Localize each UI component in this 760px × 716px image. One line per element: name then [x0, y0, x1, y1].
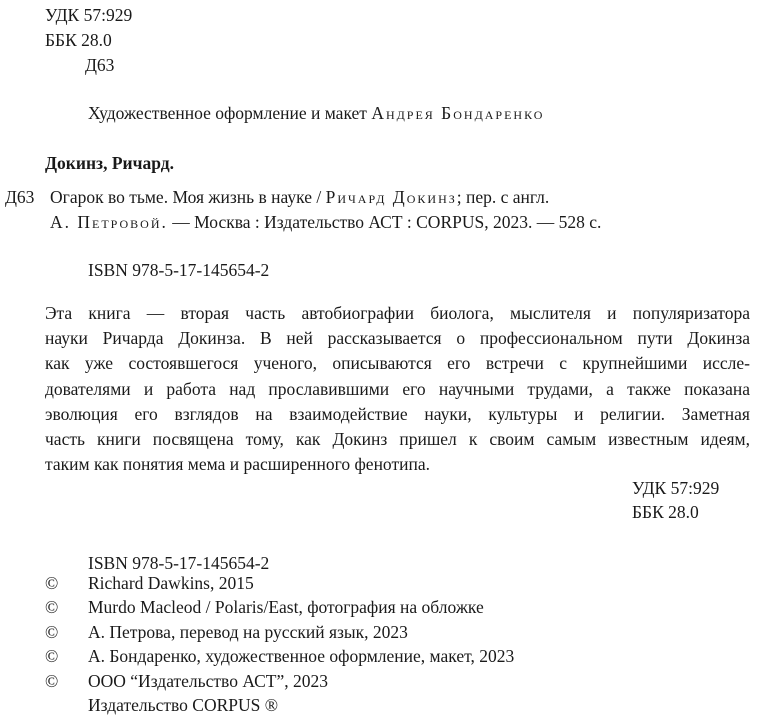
bib-imprint: — Москва : Издательство АСТ : CORPUS, 2023. — 528 с. [167, 212, 602, 232]
isbn-bottom: ISBN 978-5-17-145654-2 [88, 553, 270, 573]
bib-title-line [50, 186, 549, 208]
bbk-code: ББК 28.0 [45, 30, 112, 50]
annotation-line: дователями и работа над прославившими его научными трудами, а также показана [45, 379, 750, 399]
annotation-line: как уже состоявшегося ученого, описываются его встречи с крупнейшими иссле- [45, 353, 750, 373]
udk-code: УДК 57:929 [45, 5, 133, 25]
copyright-symbol: © [45, 622, 59, 642]
bib-author: Ричард Докинз [325, 187, 457, 207]
bib-translation: ; пер. с англ. [456, 187, 550, 207]
designer-name: Андрея Бондаренко [371, 103, 545, 123]
annotation-line: Эта книга — вторая часть автобиографии биолога, мыслителя и популяризатора [45, 303, 750, 323]
annotation-line: эволюция его взглядов на взаимодействие науки, культуры и религии. Заметная [45, 404, 750, 424]
annotation-line: таким как понятия мема и расширенного фенотипа. [45, 454, 430, 474]
copyright-symbol: © [45, 573, 59, 593]
copyright-item: Murdo Macleod / Polaris/East, фотография на обложке [88, 597, 484, 617]
design-credit-text: Художественное оформление и макет [88, 103, 372, 123]
annotation-line: часть книги посвящена тому, как Докинз пришел к своим самым известным идеям, [45, 429, 750, 449]
bib-mark: Д63 [5, 187, 35, 207]
copyright-item: Richard Dawkins, 2015 [88, 573, 254, 593]
copyright-item: ООО “Издательство АСТ”, 2023 [88, 671, 328, 691]
isbn: ISBN 978-5-17-145654-2 [88, 260, 270, 280]
bib-title: Огарок во тьме. Моя жизнь в науке / [50, 187, 326, 207]
annotation-line: науки Ричарда Докинза. В ней рассказывается о профессиональном пути Докинза [45, 328, 750, 348]
publisher-mark: Издательство CORPUS ® [88, 695, 279, 715]
bib-translator: А. Петровой. [50, 212, 168, 232]
bib-imprint-line [50, 211, 601, 233]
author-heading: Докинз, Ричард. [45, 153, 174, 173]
design-credit [88, 102, 544, 124]
author-mark: Д63 [85, 55, 115, 75]
bbk-code-bottom: ББК 28.0 [632, 502, 699, 522]
udk-code-bottom: УДК 57:929 [632, 478, 720, 498]
copyright-symbol: © [45, 646, 59, 666]
copyright-item: А. Бондаренко, художественное оформление, макет, 2023 [88, 646, 515, 666]
copyright-symbol: © [45, 671, 59, 691]
copyright-item: А. Петрова, перевод на русский язык, 2023 [88, 622, 408, 642]
copyright-symbol: © [45, 597, 59, 617]
